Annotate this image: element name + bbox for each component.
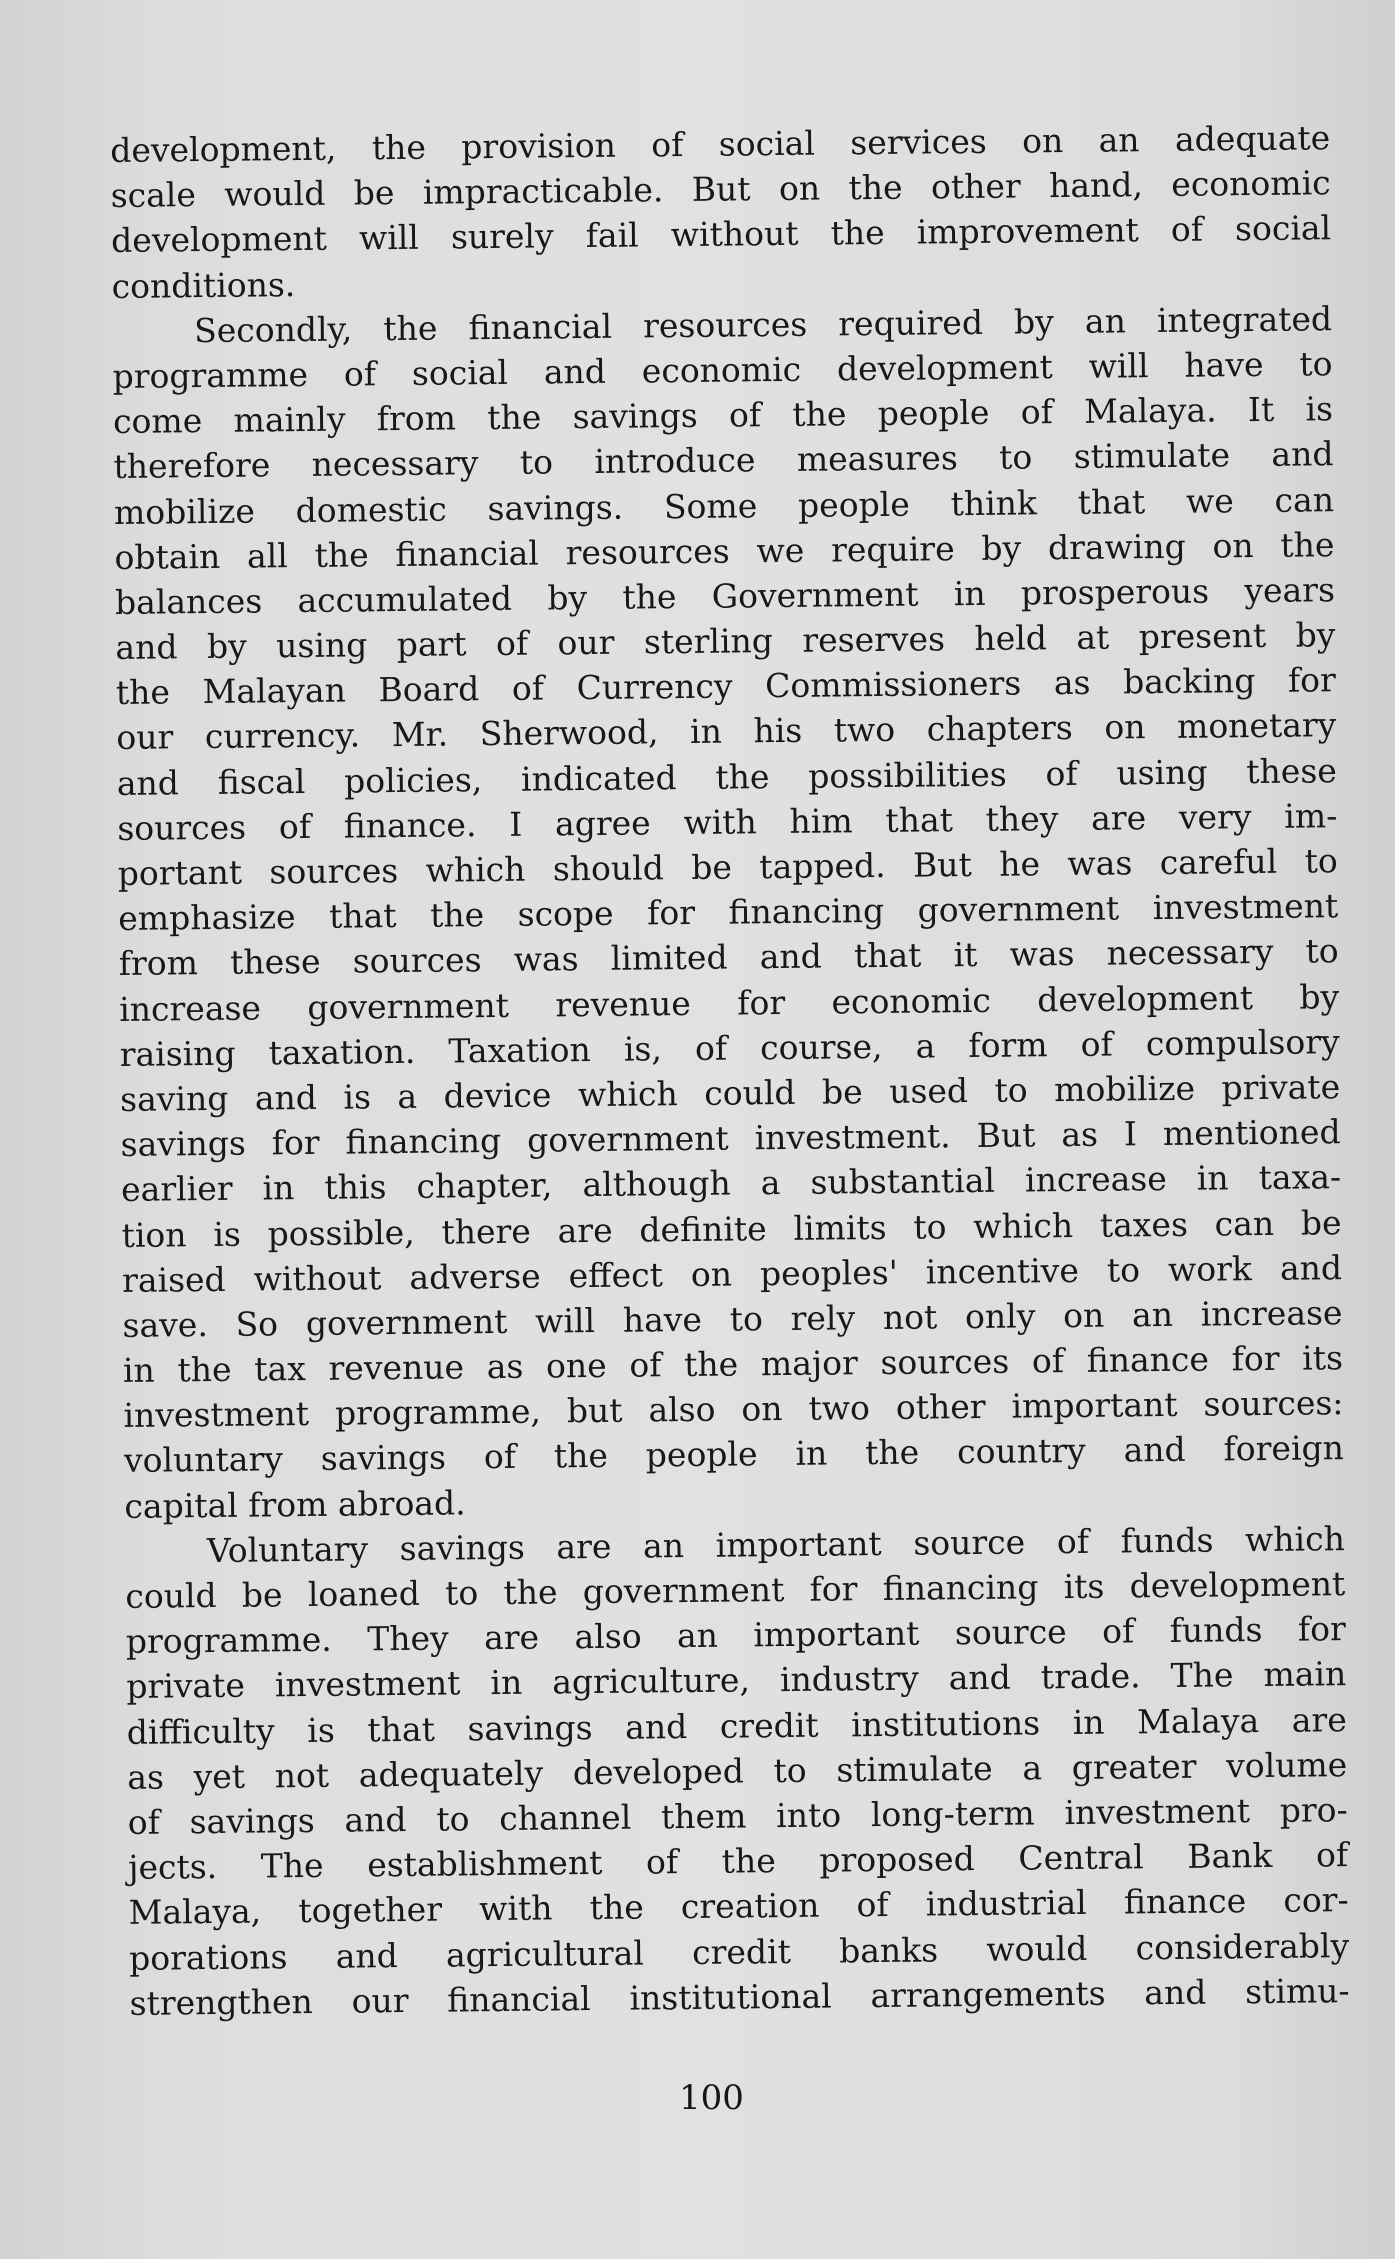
text-line: capital from abroad. [124,1482,466,1526]
text-line: porations and agricultural credit banks would considerably [128,1925,1350,1978]
text-line: emphasize that the scope for financing government investment [118,886,1339,939]
text-line: savings for financing government investment. But as I mentioned [120,1112,1341,1165]
body-text [110,115,1350,2026]
text-line: jects. The establishment of the proposed Central Bank of [128,1835,1349,1888]
text-line: and fiscal policies, indicated the possibilities of using these [116,750,1337,803]
text-line: from these sources was limited and that it was necessary to [118,931,1339,984]
text-line: investment programme, but also on two other important sources: [123,1383,1344,1436]
text-line: saving and is a device which could be used to mobilize private [119,1067,1341,1119]
text-line: development will surely fail without the improvement of social [110,208,1332,261]
text-line: could be loaned to the government for financing its development [125,1564,1346,1616]
text-line: tion is possible, there are definite limits to which taxes can be [121,1202,1342,1255]
text-line: and by using part of our sterling reserves held at present by [115,615,1336,668]
text-line: raising taxation. Taxation is, of course, a form of compulsory [119,1021,1340,1074]
text-line: programme of social and economic development will have to [112,344,1333,396]
text-line: conditions. [111,264,296,306]
text-line: mobilize domestic savings. Some people think that we can [113,479,1335,532]
text-line: of savings and to channel them into long-term investment pro- [127,1790,1348,1842]
text-line: Secondly, the financial resources required by an integrated [193,298,1333,350]
text-line: programme. They are also an important source of funds for [125,1609,1346,1662]
text-line: balances accumulated by the Government in prosperous years [114,570,1336,622]
text-line: portant sources which should be tapped. But he was careful to [117,841,1338,893]
text-line: scale would be impracticable. But on the other hand, economic [110,163,1331,216]
text-line: save. So government will have to rely not only on an increase [122,1293,1343,1345]
text-line: Malaya, together with the creation of industrial finance cor- [128,1880,1349,1933]
text-line: earlier in this chapter, although a substantial increase in taxa- [120,1157,1342,1210]
text-line: private investment in agriculture, industry and trade. The main [126,1654,1347,1707]
text-line: development, the provision of social services on an adequate [110,118,1331,170]
text-line: sources of finance. I agree with him that they are very im- [117,795,1338,848]
text-line: obtain all the financial resources we require by drawing on the [114,524,1335,577]
text-line: strengthen our financial institutional arrangements and stimu- [129,1970,1350,2023]
text-line: therefore necessary to introduce measures to stimulate and [113,434,1334,487]
text-line: the Malayan Board of Currency Commissioners as backing for [115,660,1337,713]
text-line: increase government revenue for economic development by [119,976,1340,1029]
text-line: Voluntary savings are an important source of funds which [206,1518,1346,1570]
text-line: our currency. Mr. Sherwood, in his two chapters on monetary [116,705,1337,758]
text-line: as yet not adequately developed to stimulate a greater volume [127,1744,1348,1797]
text-line: difficulty is that savings and credit institutions in Malaya are [126,1699,1347,1752]
text-line: voluntary savings of the people in the country and foreign [123,1428,1345,1481]
text-line: in the tax revenue as one of the major sources of finance for its [122,1338,1344,1390]
page-number: 100 [679,2078,744,2118]
text-line: raised without adverse effect on peoples' incentive to work and [121,1247,1343,1300]
text-line: come mainly from the savings of the people of Malaya. It is [112,389,1334,442]
